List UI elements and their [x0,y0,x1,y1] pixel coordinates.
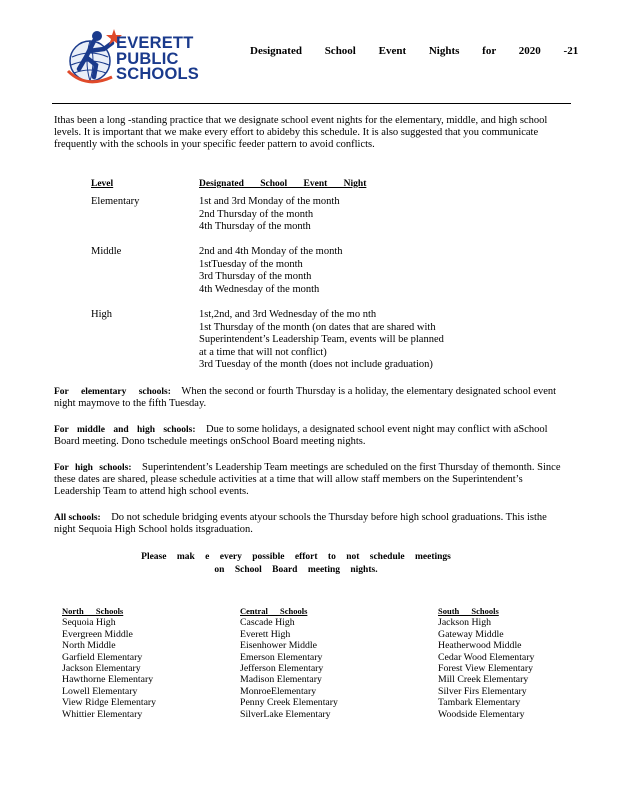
school-item: Forest View Elementary [438,663,533,675]
document-title: Designated School Event Nights for 2020 -21 [250,45,579,57]
night-line: 4th Wednesday of the month [199,283,320,295]
night-line: 3rd Tuesday of the month (does not include graduation) [199,359,433,371]
night-line: 1st Thursday of the month (on dates that are shared with [199,321,436,333]
column-heading: South Schools [438,606,499,616]
header-divider [52,103,571,104]
logo-line-2: PUBLIC [116,49,179,68]
note-label: All schools: [54,513,101,523]
column-south [438,606,534,720]
school-item: Heatherwood Middle [438,640,522,652]
note-text: When the second or fourth Thursday is a holiday, the elementary designated school event night maymove to the fifth Tuesday. [54,386,557,410]
school-item: North Middle [62,640,116,652]
school-item: Penny Creek Elementary [240,697,338,709]
school-item: Emerson Elementary [240,651,323,663]
school-item: Everett High [240,628,291,640]
school-item: SilverLake Elementary [240,708,331,720]
table-head-level: Level [91,179,114,189]
night-line: 4th Thursday of the month [199,221,311,233]
closing-statement [126,551,466,577]
school-item: Tambark Elementary [438,697,521,709]
school-item: Evergreen Middle [62,628,133,640]
school-item: Jackson High [438,617,492,629]
note-label: For middle and high schools: [54,425,196,435]
school-item: Whittier Elementary [62,708,143,720]
school-item: Cedar Wood Elementary [438,651,535,663]
column-heading: North Schools [62,606,124,616]
school-item: Garfield Elementary [62,651,143,663]
school-item: Woodside Elementary [438,708,525,720]
level-elementary: Elementary [91,196,140,207]
school-item: Jackson Elementary [62,663,141,675]
night-line: 2nd and 4th Monday of the month [199,246,343,257]
note-middle-high [54,424,566,448]
logo-line-1: EVERETT [116,34,194,52]
note-text: Superintendent’s Leadership Team meetings are scheduled on the first Thursday of themonth. Since these dates are shared, please schedule activities at a time that will allow staff members on the Superintendent’s Leadership Team to attend high school events. [54,462,561,498]
school-item: Cascade High [240,617,295,629]
intro-paragraph: Ithas been a long -standing practice that we designate school event nights for the elementary, middle, and high school levels. It is important that we make every effort to abideby this schedule. It is also suggested that you communicate frequently with the schools in your specific feeder pattern to avoid conflicts. [54,115,548,151]
school-item: View Ridge Elementary [62,697,157,709]
level-middle: Middle [91,246,122,257]
note-text: Do not schedule bridging events atyour schools the Thursday before high school graduations. This isthe night Sequoia High School holds itsgraduation. [54,512,547,536]
closing-line-1: Please mak e every possible effort to not schedule meetings [141,552,451,562]
night-line: Superintendent’s Leadership Team, events will be planned [199,334,444,346]
note-label: For elementary schools: [54,387,171,397]
school-item: Mill Creek Elementary [438,674,529,686]
night-line: 3rd Thursday of the month [199,271,312,283]
column-heading: Central Schools [240,606,308,616]
school-item: Madison Elementary [240,674,322,686]
school-item: Hawthorne Elementary [62,674,154,686]
level-high: High [91,309,112,320]
night-line: 2nd Thursday of the month [199,208,314,220]
column-central [240,606,338,720]
school-item: Silver Firs Elementary [438,685,527,697]
note-all-schools [54,512,566,536]
note-high [54,462,566,499]
logo-line-3: SCHOOLS [116,65,199,83]
night-line: 1stTuesday of the month [199,258,303,270]
note-label: For high schools: [54,463,132,473]
logo-wordmark [116,36,199,83]
nights-elementary [199,196,340,234]
school-item: MonroeElementary [240,685,317,697]
night-line: 1st,2nd, and 3rd Wednesday of the mo nth [199,309,377,320]
night-line: at a time that will not conflict) [199,346,327,358]
night-line: 1st and 3rd Monday of the month [199,196,340,207]
closing-line-2: on School Board meeting nights. [214,565,378,575]
school-item: Eisenhower Middle [240,640,317,652]
school-item: Lowell Elementary [62,685,138,697]
table-head-night: Designated School Event Night [199,179,367,189]
note-text: Due to some holidays, a designated school event night may conflict with aSchool Board meeting. Dono tschedule meetings onSchool Board meeting nights. [54,424,548,448]
note-elementary [54,386,566,410]
column-north [62,606,156,720]
nights-high [199,309,444,372]
school-item: Jefferson Elementary [240,663,324,675]
nights-middle [199,246,342,296]
school-item: Sequoia High [62,617,116,629]
school-item: Gateway Middle [438,628,504,640]
